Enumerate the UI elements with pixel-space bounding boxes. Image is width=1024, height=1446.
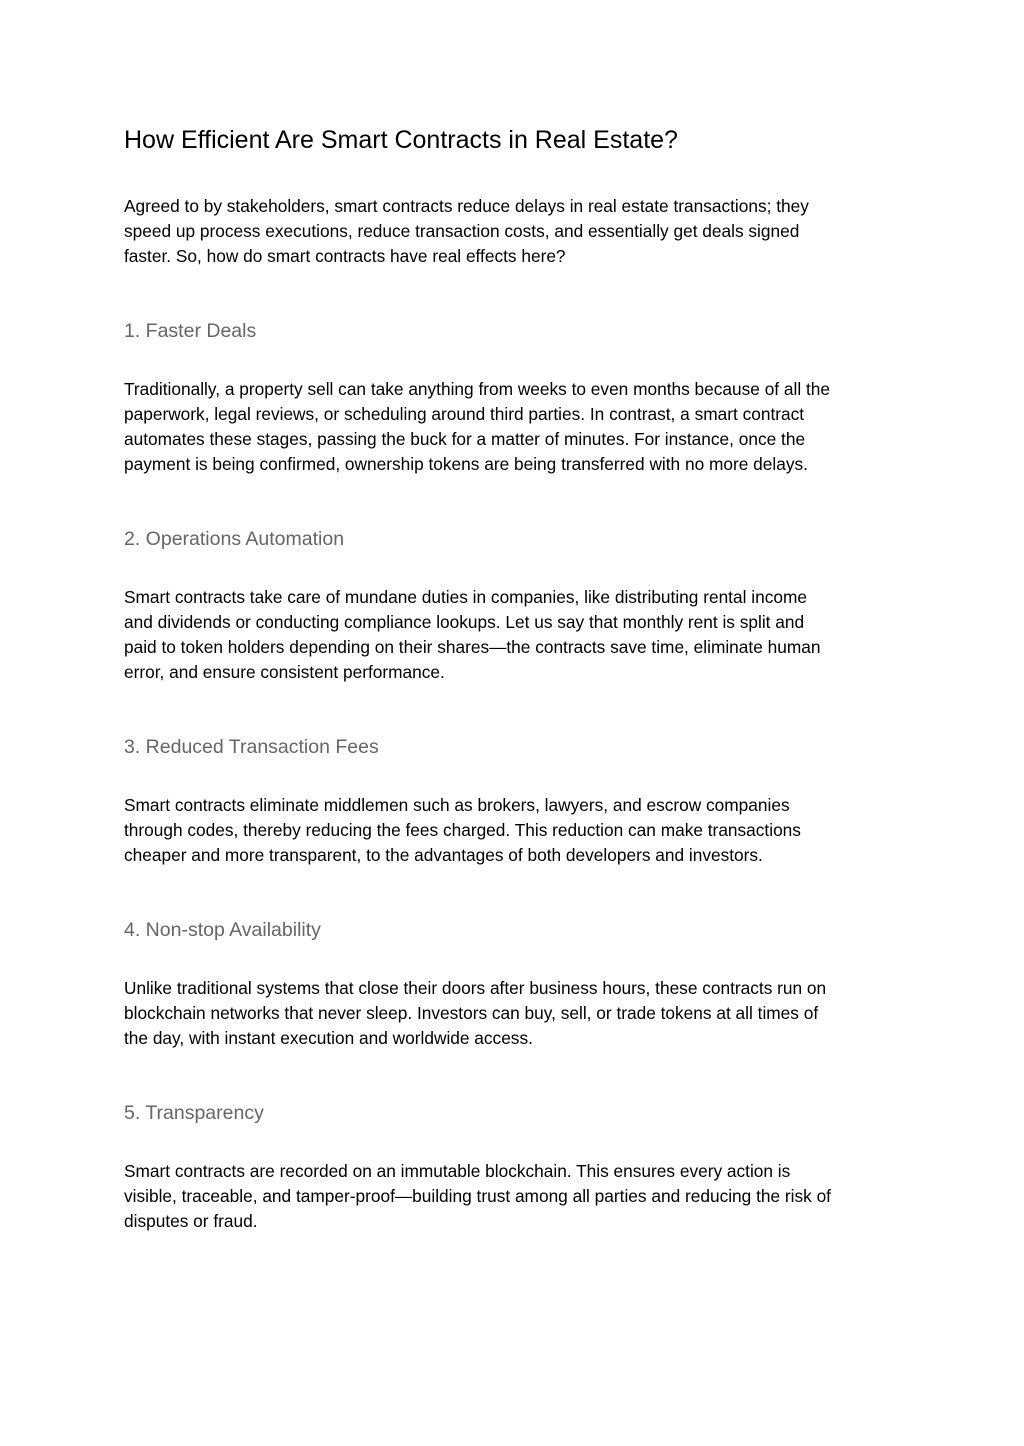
- section-heading-transparency: 5. Transparency: [124, 1102, 264, 1124]
- section-heading-availability: 4. Non-stop Availability: [124, 919, 321, 941]
- text-line: the day, with instant execution and worldwide access.: [124, 1028, 533, 1048]
- text-line: Unlike traditional systems that close their doors after business hours, these contracts run on: [124, 978, 827, 998]
- text-line: disputes or fraud.: [124, 1211, 258, 1231]
- section-paragraph-reduced-fees: [124, 793, 904, 868]
- text-line: Smart contracts take care of mundane duties in companies, like distributing rental income: [124, 587, 807, 607]
- text-line: and dividends or conducting compliance lookups. Let us say that monthly rent is split and: [124, 612, 805, 632]
- section-paragraph-operations-automation: [124, 585, 904, 685]
- section-paragraph-availability: [124, 976, 904, 1051]
- text-line: through codes, thereby reducing the fees charged. This reduction can make transactions: [124, 820, 801, 840]
- text-line: paid to token holders depending on their shares—the contracts save time, eliminate human: [124, 637, 821, 657]
- section-paragraph-faster-deals: [124, 377, 904, 477]
- text-line: Agreed to by stakeholders, smart contracts reduce delays in real estate transactions; they: [124, 196, 809, 216]
- document-title: How Efficient Are Smart Contracts in Real Estate?: [124, 126, 678, 154]
- text-line: cheaper and more transparent, to the advantages of both developers and investors.: [124, 845, 763, 865]
- text-line: blockchain networks that never sleep. Investors can buy, sell, or trade tokens at all times of: [124, 1003, 819, 1023]
- section-paragraph-transparency: [124, 1159, 904, 1234]
- text-line: visible, traceable, and tamper-proof—building trust among all parties and reducing the risk of: [124, 1186, 831, 1206]
- section-heading-reduced-fees: 3. Reduced Transaction Fees: [124, 736, 379, 758]
- text-line: Smart contracts eliminate middlemen such as brokers, lawyers, and escrow companies: [124, 795, 790, 815]
- text-line: speed up process executions, reduce transaction costs, and essentially get deals signed: [124, 221, 800, 241]
- text-line: payment is being confirmed, ownership tokens are being transferred with no more delays.: [124, 454, 808, 474]
- text-line: faster. So, how do smart contracts have real effects here?: [124, 246, 566, 266]
- text-line: error, and ensure consistent performance.: [124, 662, 445, 682]
- text-line: Smart contracts are recorded on an immutable blockchain. This ensures every action is: [124, 1161, 791, 1181]
- text-line: automates these stages, passing the buck for a matter of minutes. For instance, once the: [124, 429, 806, 449]
- text-line: paperwork, legal reviews, or scheduling around third parties. In contrast, a smart contract: [124, 404, 805, 424]
- section-heading-faster-deals: 1. Faster Deals: [124, 320, 257, 342]
- intro-paragraph: [124, 194, 904, 269]
- section-heading-operations-automation: 2. Operations Automation: [124, 528, 345, 550]
- text-line: Traditionally, a property sell can take anything from weeks to even months because of all the: [124, 379, 831, 399]
